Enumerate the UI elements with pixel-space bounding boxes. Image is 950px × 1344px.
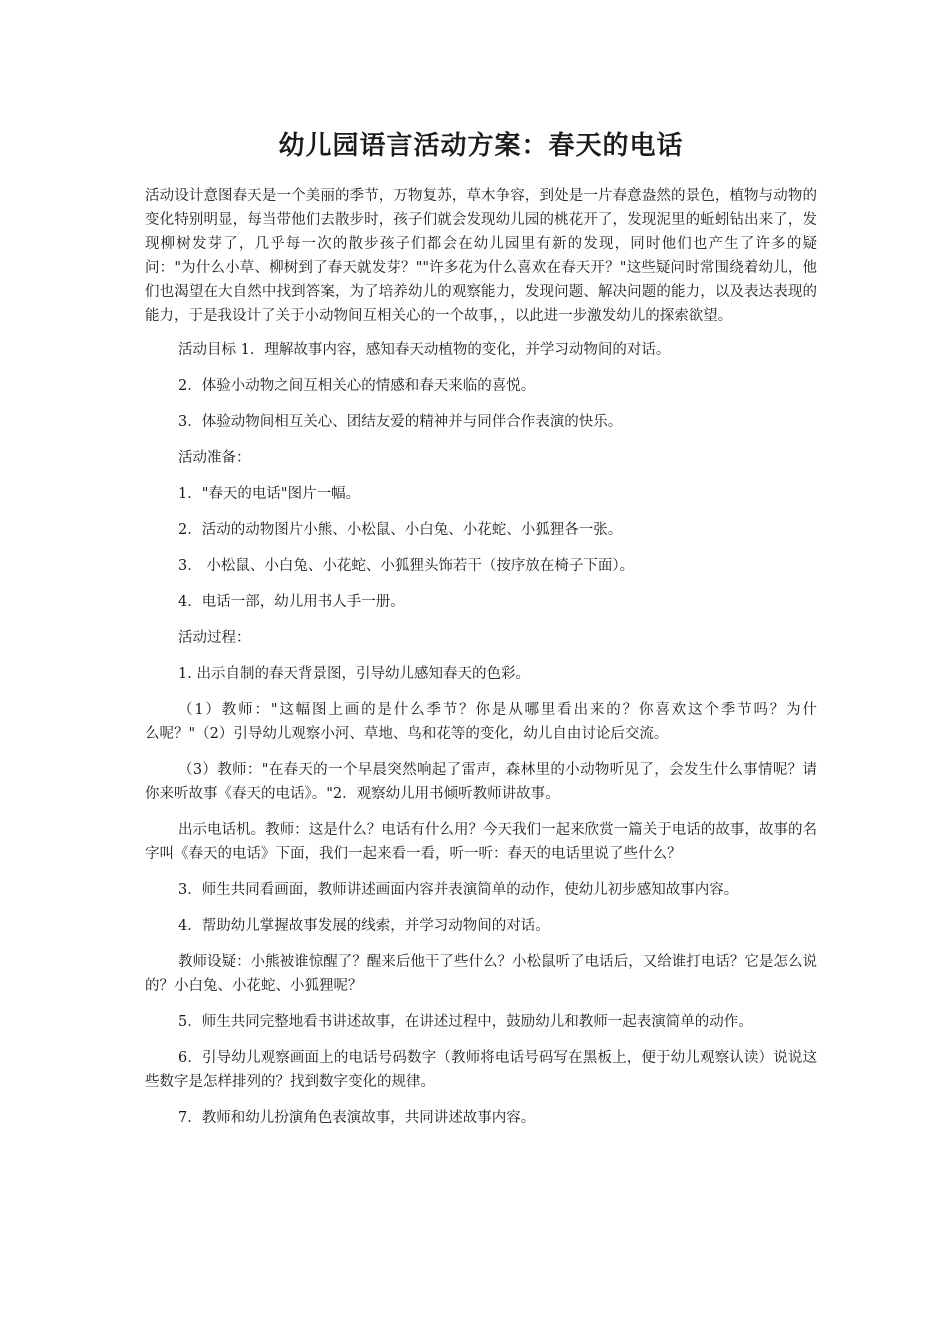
paragraph-preparation-4: 4．电话一部，幼儿用书人手一册。: [178, 594, 405, 610]
paragraph-goal-3: 3．体验动物间相互关心、团结友爱的精神并与同伴合作表演的快乐。: [178, 414, 623, 430]
paragraph-preparation-heading: 活动准备：: [178, 450, 251, 466]
paragraph-process-6: 6．引导幼儿观察画面上的电话号码数字（教师将电话号码写在黑板上，便于幼儿观察认读）说说这些数字是怎样排列的？找到数字变化的规律。: [145, 1050, 817, 1090]
paragraph-process-3: 3．师生共同看画面，教师讲述画面内容并表演简单的动作，使幼儿初步感知故事内容。: [178, 882, 739, 898]
paragraph-process-5: 5．师生共同完整地看书讲述故事，在讲述过程中，鼓励幼儿和教师一起表演简单的动作。: [178, 1014, 753, 1030]
paragraph-preparation-1: 1．"春天的电话"图片一幅。: [178, 486, 361, 502]
paragraph-preparation-2: 2．活动的动物图片小熊、小松鼠、小白兔、小花蛇、小狐狸各一张。: [178, 522, 623, 538]
paragraph-teacher-questions: 教师设疑：小熊被谁惊醒了？醒来后他干了些什么？小松鼠听了电话后，又给谁打电话？它是怎么说的？小白兔、小花蛇、小狐狸呢？: [145, 954, 817, 994]
paragraph-process-7: 7．教师和幼儿扮演角色表演故事，共同讲述故事内容。: [178, 1110, 536, 1126]
paragraph-process-1-3: （3）教师："在春天的一个早晨突然响起了雷声，森林里的小动物听见了，会发生什么事情呢？请你来听故事《春天的电话》。"2．观察幼儿用书倾听教师讲故事。: [145, 762, 817, 802]
paragraph-preparation-3: 3． 小松鼠、小白兔、小花蛇、小狐狸头饰若干（按序放在椅子下面）。: [178, 558, 635, 574]
document-title: 幼儿园语言活动方案：春天的电话: [278, 131, 684, 161]
paragraph-process-4: 4．帮助幼儿掌握故事发展的线索，并学习动物间的对话。: [178, 918, 550, 934]
paragraph-goal-2: 2．体验小动物之间互相关心的情感和春天来临的喜悦。: [178, 378, 536, 394]
paragraph-goal-1: 活动目标 1．理解故事内容，感知春天动植物的变化，并学习动物间的对话。: [178, 342, 671, 358]
paragraph-design-intent: 活动设计意图春天是一个美丽的季节，万物复苏，草木争容，到处是一片春意盎然的景色，植物与动物的变化特别明显，每当带他们去散步时，孩子们就会发现幼儿园的桃花开了，发现泥里的蚯蚓钻出来了，发现柳树发芽了，几乎每一次的散步孩子们都会在幼儿园里有新的发现，同时他们也产生了许多的疑问："为什么小草、柳树到了春天就发芽？""许多花为什么喜欢在春天开？"这些疑问时常围绕着幼儿，他们也渴望在大自然中找到答案，为了培养幼儿的观察能力，发现问题、解决问题的能力，以及表达表现的能力，于是我设计了关于小动物间互相关心的一个故事，，以此进一步激发幼儿的探索欲望。: [145, 188, 817, 324]
paragraph-phone-intro: 出示电话机。教师：这是什么？电话有什么用？今天我们一起来欣赏一篇关于电话的故事，故事的名字叫《春天的电话》下面，我们一起来看一看，听一听：春天的电话里说了些什么？: [145, 822, 817, 862]
paragraph-process-1-1: （1）教师："这幅图上画的是什么季节？你是从哪里看出来的？你喜欢这个季节吗？为什 么呢？"（2）引导幼儿观察小河、草地、鸟和花等的变化，幼儿自由讨论后交流。: [145, 702, 875, 742]
paragraph-process-1: 1. 出示自制的春天背景图，引导幼儿感知春天的色彩。: [178, 666, 530, 682]
paragraph-process-heading: 活动过程：: [178, 630, 251, 646]
document-page: [145, 128, 875, 1142]
